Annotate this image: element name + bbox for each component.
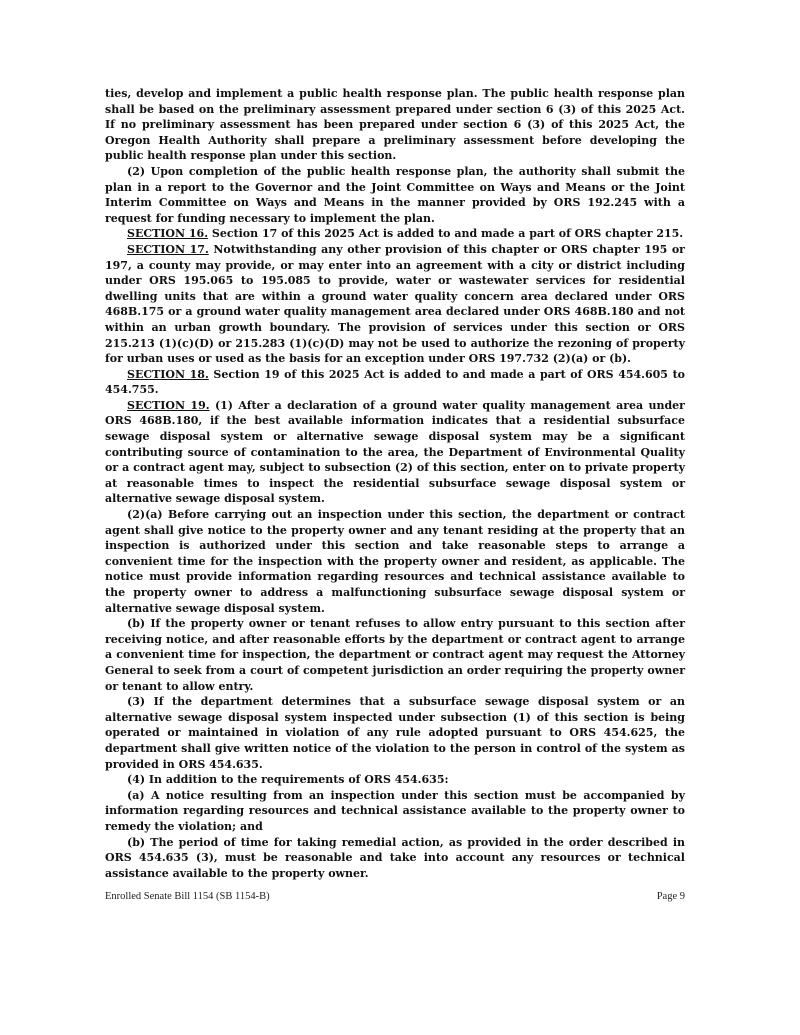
page-footer (105, 891, 685, 902)
paragraph-subsection-4a: (a) A notice resulting from an inspection under this section must be accompanied by information regarding resources and technical assistance available to the property owner to remedy the violation; and (105, 788, 685, 833)
paragraph-subsection-3: (3) If the department determines that a subsurface sewage disposal system or an alternative sewage disposal system inspected under subsection (1) of this section is being operated or maintained in violation of any rule adopted pursuant to ORS 454.625, the department shall give written notice of the violation to the person in control of the system as provided in ORS 454.635. (105, 695, 685, 771)
paragraph-subsection-2b: (b) If the property owner or tenant refuses to allow entry pursuant to this section after receiving notice, and after reasonable efforts by the department or contract agent to arrange a convenient time for inspection, the department or contract agent may request the Attorney General to seek from a court of competent jurisdiction an order requiring the property owner or tenant to allow entry. (105, 617, 685, 693)
paragraph-section-18 (105, 367, 685, 398)
footer-bill-name: Enrolled Senate Bill 1154 (SB 1154-B) (105, 891, 270, 902)
section-18-text: Section 19 of this 2025 Act is added to and made a part of ORS 454.605 to 454.755. (105, 367, 685, 397)
section-19-text: (1) After a declaration of a ground water quality management area under ORS 468B.180, if the best available information indicates that a residential subsurface sewage disposal system or alternative sewage disposal system may be a significant contributing source of contamination to the area, the Department of Environmental Quality or a contract agent may, subject to subsection (2) of this section, enter on to private property at reasonable times to inspect the residential subsurface sewage disposal system or alternative sewage disposal system. (105, 398, 685, 506)
paragraph-subsection-2: (2) Upon completion of the public health response plan, the authority shall submit the plan in a report to the Governor and the Joint Committee on Ways and Means or the Joint Interim Committee on Ways and Means in the manner provided by ORS 192.245 with a request for funding necessary to implement the plan. (105, 164, 685, 225)
section-17-heading: SECTION 17. (127, 242, 209, 256)
section-18-heading: SECTION 18. (127, 367, 209, 381)
footer-page-number: Page 9 (656, 891, 685, 902)
paragraph-section-17 (105, 242, 685, 367)
paragraph-subsection-2a: (2)(a) Before carrying out an inspection under this section, the department or contract agent shall give notice to the property owner and any tenant residing at the property that an inspection is authorized under this section and take reasonable steps to arrange a convenient time for the inspection with the property owner and resident, as applicable. The notice must provide information regarding resources and technical assistance available to the property owner to address a malfunctioning subsurface sewage disposal system or alternative sewage disposal system. (105, 508, 685, 615)
paragraph-subsection-4b: (b) The period of time for taking remedial action, as provided in the order described in ORS 454.635 (3), must be reasonable and take into account any resources or technical assistance available to the property owner. (105, 835, 685, 880)
paragraph-section-19 (105, 398, 685, 507)
section-16-text: Section 17 of this 2025 Act is added to and made a part of ORS chapter 215. (211, 227, 684, 241)
paragraph-continuation: ties, develop and implement a public health response plan. The public health response plan shall be based on the preliminary assessment prepared under section 6 (3) of this 2025 Act. If no preliminary assessment has been prepared under section 6 (3) of this 2025 Act, the Oregon Health Authority shall prepare a preliminary assessment before developing the public health response plan under this section. (105, 87, 685, 163)
document-body (105, 86, 685, 881)
section-17-text: Notwithstanding any other provision of this chapter or ORS chapter 195 or 197, a county may provide, or may enter into an agreement with a city or district including under ORS 195.065 to 195.085 to provide, water or wastewater services for residential dwelling units that are within a ground water quality concern area declared under ORS 468B.175 or a ground water quality management area declared under ORS 468B.180 and not within an urban growth boundary. The provision of services under this section or ORS 215.213 (1)(c)(D) or 215.283 (1)(c)(D) may not be used to authorize the rezoning of property for urban uses or used as the basis for an exception under ORS 197.732 (2)(a) or (b). (105, 242, 685, 366)
paragraph-section-16 (105, 226, 685, 242)
section-16-heading: SECTION 16. (127, 227, 209, 241)
section-19-heading: SECTION 19. (127, 398, 210, 412)
paragraph-subsection-4: (4) In addition to the requirements of ORS 454.635: (127, 773, 449, 787)
